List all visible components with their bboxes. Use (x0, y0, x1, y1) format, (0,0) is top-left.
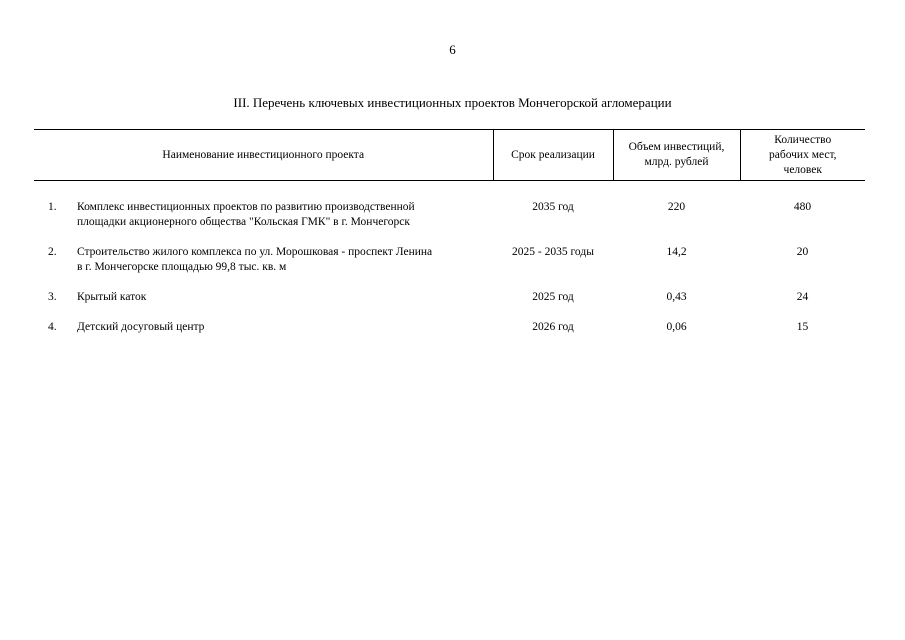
page-number: 6 (449, 42, 456, 57)
project-investment: 220 (667, 201, 686, 213)
project-name-line2: в г. Мончегорске площадью 99,8 тыс. кв. м (77, 261, 287, 273)
row-number: 4. (48, 321, 57, 333)
header-investment (613, 130, 740, 181)
project-name-line2: площадки акционерного общества "Кольская ГМК" в г. Мончегорск (77, 216, 410, 228)
table-row (34, 230, 865, 275)
header-jobs-line2: рабочих мест, (768, 148, 837, 161)
project-jobs: 15 (796, 321, 809, 333)
header-investment-line1: Объем инвестиций, (628, 141, 725, 153)
section-title: III. Перечень ключевых инвестиционных проектов Мончегорской агломерации (233, 95, 672, 110)
project-name-line1: Детский досуговый центр (77, 321, 205, 333)
project-jobs: 20 (796, 246, 809, 258)
header-jobs (740, 130, 865, 181)
project-name (77, 275, 493, 305)
project-jobs: 24 (796, 291, 809, 303)
project-investment: 0,06 (666, 321, 687, 333)
header-investment-line2: млрд. рублей (644, 156, 709, 168)
row-number: 2. (48, 246, 57, 258)
investment-projects-table (34, 129, 865, 335)
header-term: Срок реализации (493, 130, 613, 181)
table-header-row (34, 130, 865, 181)
project-name (77, 181, 493, 231)
table-header (34, 130, 865, 181)
project-name-line1: Комплекс инвестиционных проектов по развитию производственной (77, 201, 415, 213)
row-number: 1. (48, 201, 57, 213)
header-project-name: Наименование инвестиционного проекта (34, 130, 493, 181)
project-term: 2035 год (532, 201, 574, 213)
project-name-line1: Крытый каток (77, 291, 147, 303)
project-name-line1: Строительство жилого комплекса по ул. Морошковая - проспект Ленина (77, 246, 433, 258)
project-name (77, 305, 493, 335)
table-row (34, 305, 865, 335)
row-number: 3. (48, 291, 57, 303)
project-term: 2025 год (532, 291, 574, 303)
project-name (77, 230, 493, 275)
project-jobs: 480 (793, 201, 812, 213)
project-investment: 0,43 (666, 291, 687, 303)
header-jobs-line3: человек (783, 163, 822, 176)
table-row (34, 275, 865, 305)
table-row (34, 181, 865, 231)
table-body (34, 181, 865, 336)
project-term: 2026 год (532, 321, 574, 333)
project-investment: 14,2 (666, 246, 687, 258)
project-term: 2025 - 2035 годы (512, 246, 594, 258)
header-jobs-line1: Количество (774, 133, 832, 146)
